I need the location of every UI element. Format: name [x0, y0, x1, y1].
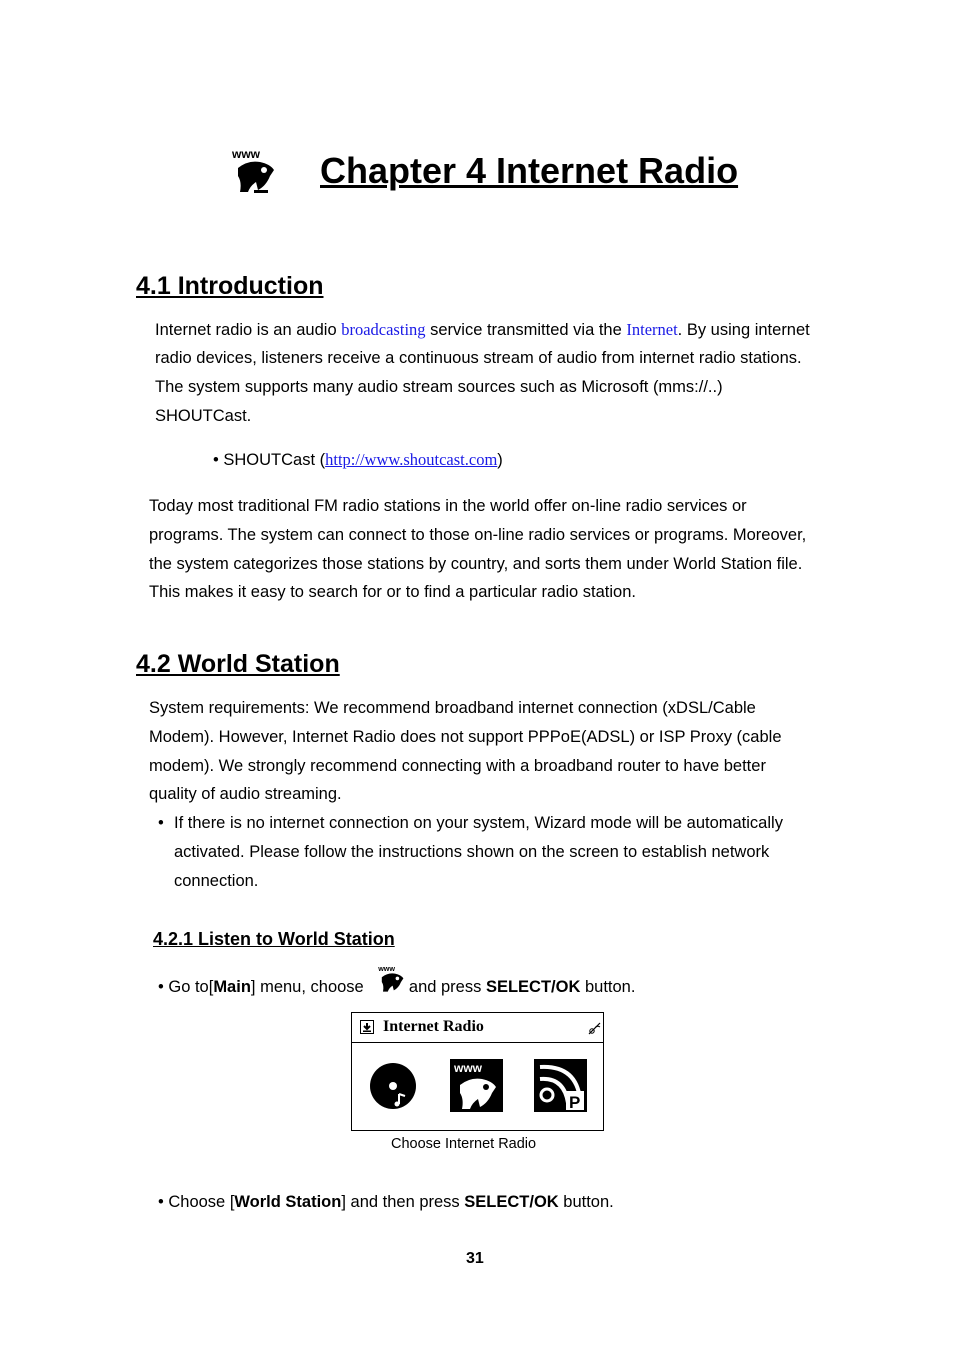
page-number: 31 — [466, 1250, 484, 1267]
text: button. — [558, 1193, 614, 1211]
section-heading-world-station: 4.2 World Station — [136, 650, 340, 678]
screen-header — [352, 1013, 603, 1043]
text: and press — [404, 978, 486, 996]
text: • Go to[ — [158, 978, 214, 996]
svg-text:P: P — [569, 1093, 581, 1112]
text: service transmitted via the — [425, 321, 627, 339]
internet-radio-menu-icon[interactable] — [450, 1059, 503, 1112]
internet-link[interactable]: Internet — [626, 320, 678, 339]
step-choose-world-station — [158, 1188, 614, 1217]
intro-paragraph-line-3: The system supports many audio stream sources such as Microsoft (mms://..) — [155, 378, 723, 396]
svg-text:www: www — [378, 964, 395, 974]
no-connection-line-2: activated. Please follow the instructions shown on the screen to establish network — [174, 843, 770, 861]
text: • SHOUTCast ( — [213, 451, 326, 469]
screen-caption: Choose Internet Radio — [391, 1136, 537, 1152]
text: ) — [497, 451, 503, 469]
main-menu-label: Main — [213, 978, 251, 996]
podcast-rss-icon[interactable] — [534, 1059, 587, 1112]
subsection-heading-listen: 4.2.1 Listen to World Station — [153, 929, 395, 949]
intro-paragraph-2-line-2: programs. The system can connect to those on-line radio services or programs. Moreover, — [149, 526, 807, 544]
svg-text:www: www — [232, 147, 261, 161]
text: ] menu, choose — [250, 978, 369, 996]
world-station-label: World Station — [234, 1193, 342, 1211]
requirements-line-3: modem). We strongly recommend connecting with a broadband router to have better — [149, 757, 766, 775]
text: button. — [580, 978, 636, 996]
select-ok-label: SELECT/OK — [485, 978, 581, 996]
no-connection-line-3: connection. — [174, 872, 259, 890]
download-icon — [360, 1020, 374, 1034]
requirements-line-2: Modem). However, Internet Radio does not support PPPoE(ADSL) or ISP Proxy (cable — [149, 728, 782, 746]
text: • Choose [ — [158, 1193, 235, 1211]
screen-title: Internet Radio — [383, 1018, 484, 1035]
no-connection-line-1: If there is no internet connection on your system, Wizard mode will be automatically — [174, 814, 783, 832]
internet-radio-icon — [377, 964, 407, 994]
requirements-line-1: System requirements: We recommend broadband internet connection (xDSL/Cable — [149, 699, 756, 717]
device-screen — [351, 1012, 604, 1131]
shoutcast-bullet — [213, 446, 503, 475]
intro-paragraph-2-line-4: This makes it easy to search for or to find a particular radio station. — [149, 583, 636, 601]
intro-paragraph-2-line-3: the system categorizes those stations by country, and sorts them under World Station file. — [149, 555, 803, 573]
text: . By using internet — [677, 321, 810, 339]
select-ok-label: SELECT/OK — [464, 1193, 559, 1211]
internet-radio-icon — [230, 146, 280, 196]
signal-icon — [588, 1021, 601, 1035]
shoutcast-link[interactable]: http://www.shoutcast.com — [325, 450, 498, 469]
bullet-mark: • — [158, 814, 164, 832]
music-disc-icon[interactable] — [369, 1062, 417, 1110]
requirements-line-4: quality of audio streaming. — [149, 785, 342, 803]
chapter-title: Chapter 4 Internet Radio — [320, 150, 739, 191]
broadcasting-link[interactable]: broadcasting — [341, 320, 426, 339]
intro-paragraph-line-4: SHOUTCast. — [155, 407, 252, 425]
svg-text:www: www — [454, 1061, 483, 1075]
intro-paragraph-line-2: radio devices, listeners receive a continuous stream of audio from internet radio stations. — [155, 349, 802, 367]
intro-paragraph-2-line-1: Today most traditional FM radio stations in the world offer on-line radio services or — [149, 497, 747, 515]
section-heading-introduction: 4.1 Introduction — [136, 272, 324, 300]
text: ] and then press — [341, 1193, 465, 1211]
text: Internet radio is an audio — [155, 321, 342, 339]
intro-paragraph-line-1 — [155, 316, 810, 345]
